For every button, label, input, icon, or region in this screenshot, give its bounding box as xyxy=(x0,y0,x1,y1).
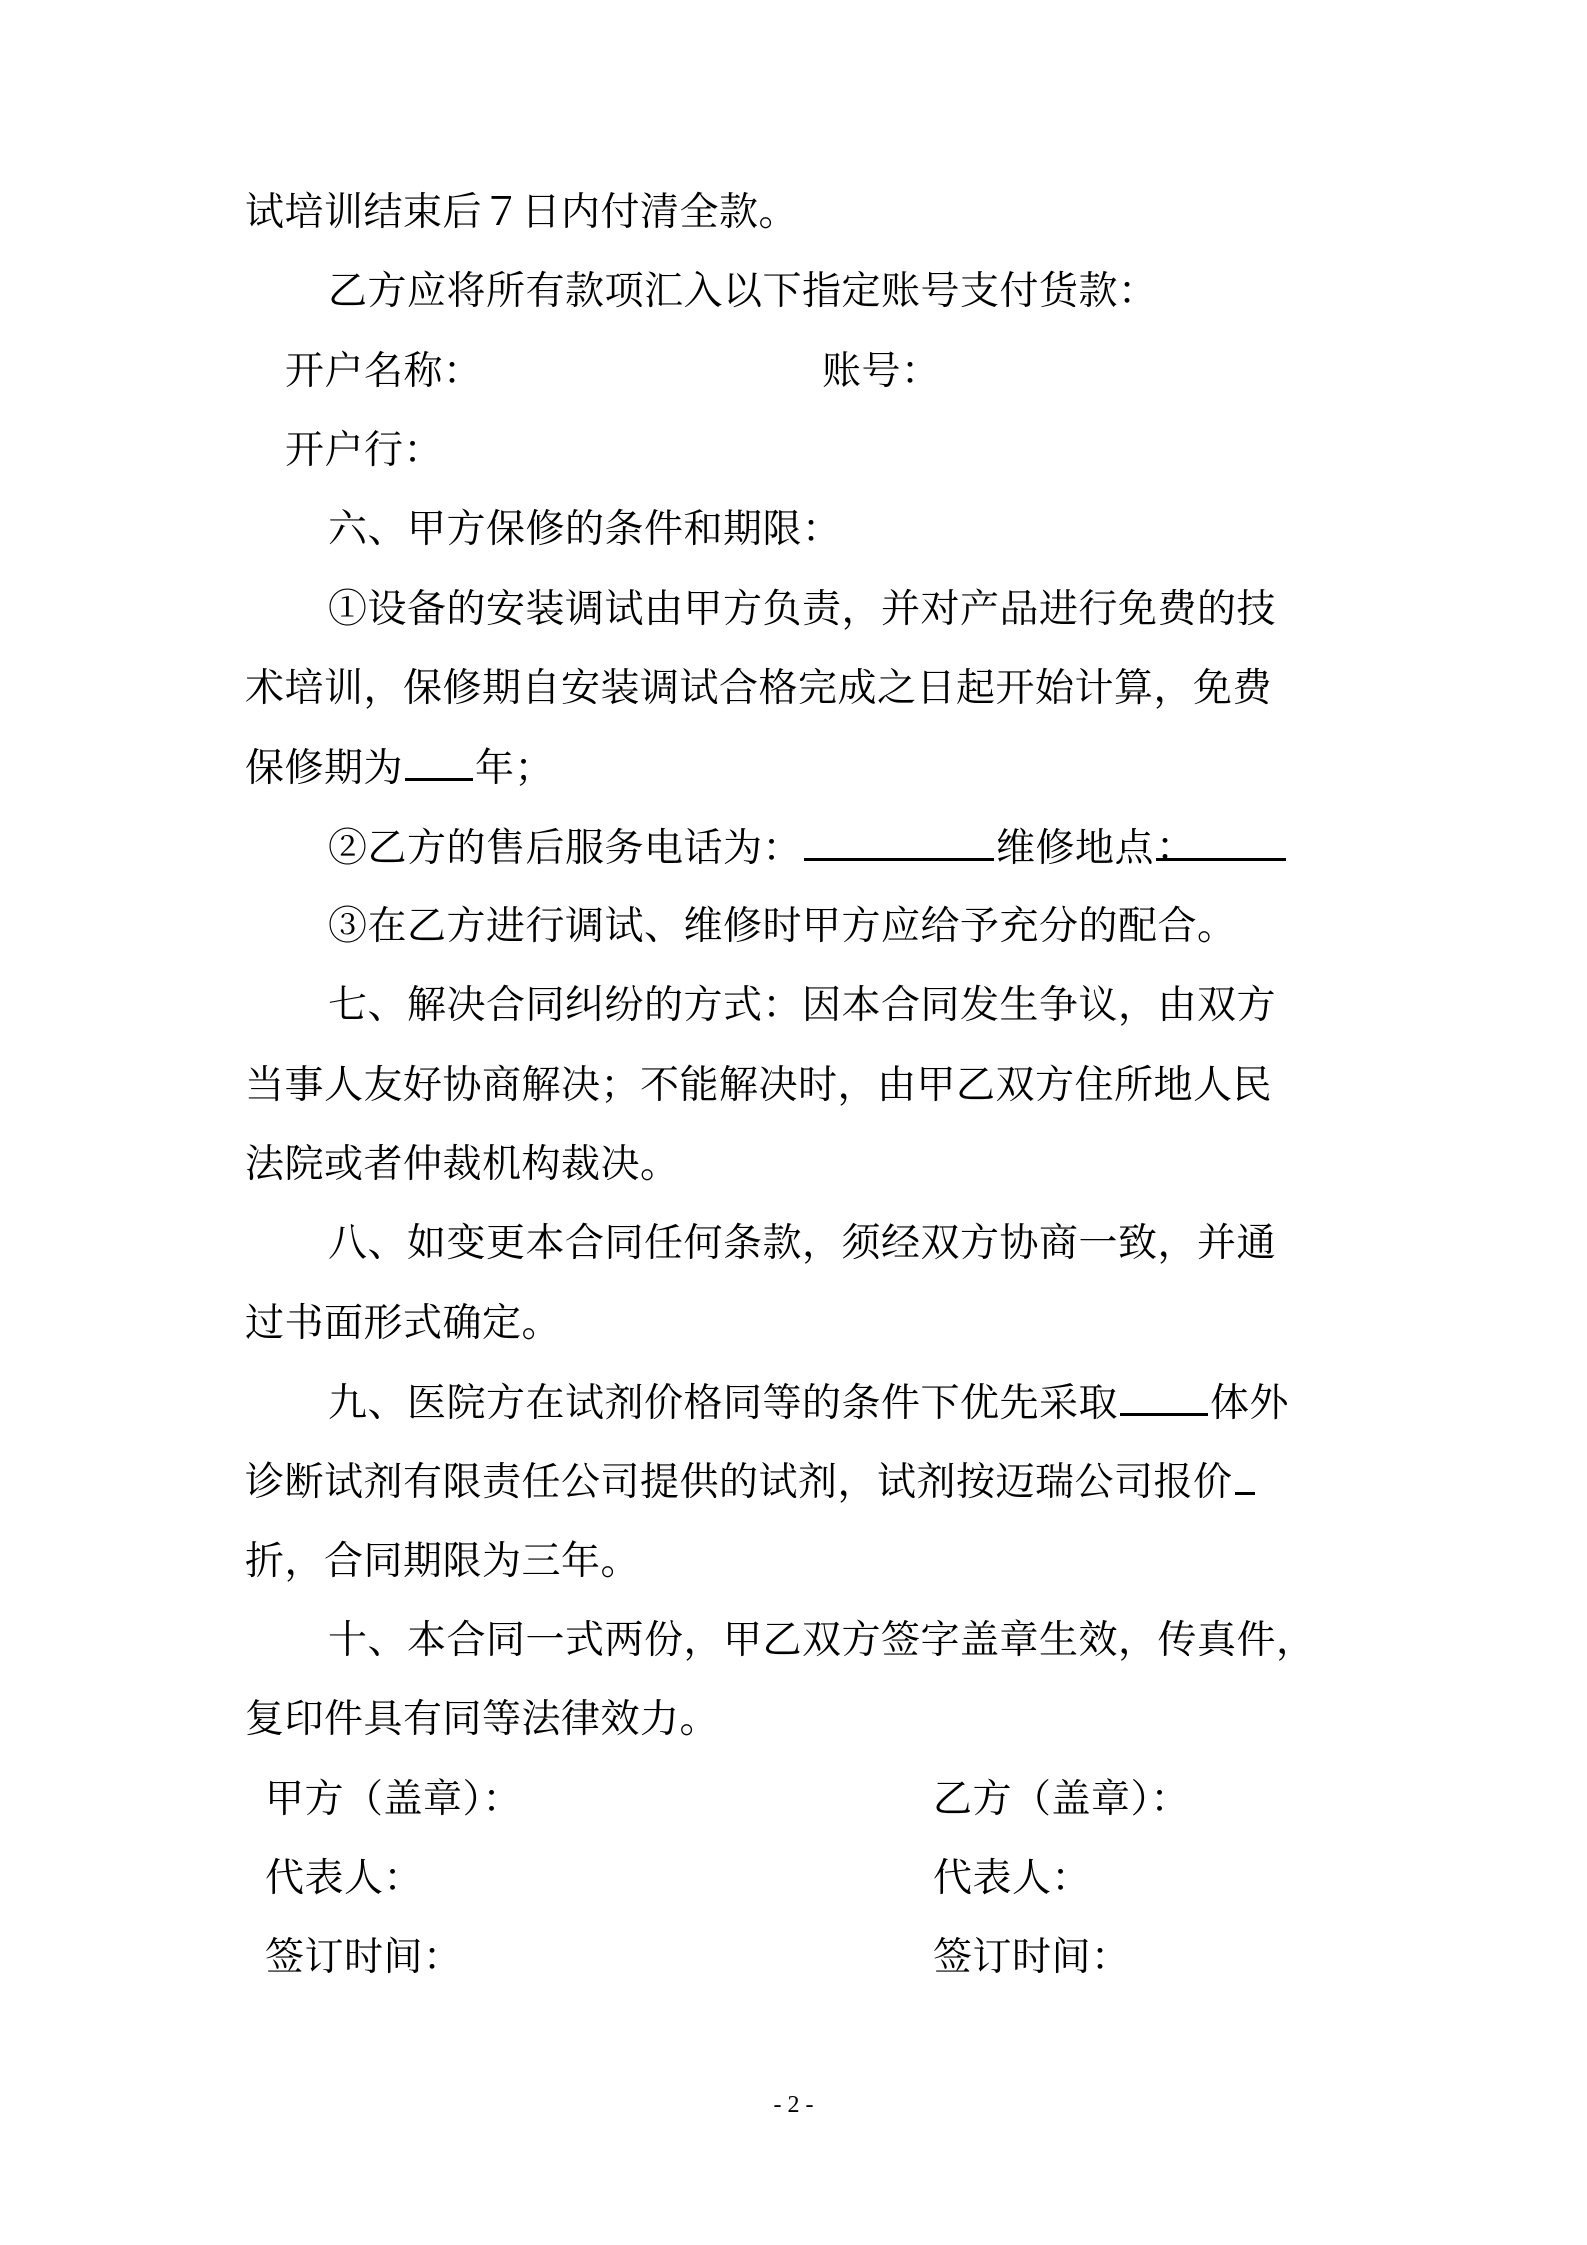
bank-label: 开户行： xyxy=(285,428,444,473)
paragraph-line: ①设备的安装调试由甲方负责，并对产品进行免费的技 xyxy=(328,587,1277,632)
paragraph-line xyxy=(328,262,1158,322)
paragraph-line: 折，合同期限为三年。 xyxy=(245,1539,641,1584)
paragraph-line: ③在乙方进行调试、维修时甲方应给予充分的配合。 xyxy=(328,904,1237,949)
text: 试培训结束后７日内付清全款。 xyxy=(245,190,799,235)
account-name-label: 开户名称： xyxy=(285,349,483,394)
paragraph-line: 诊断试剂有限责任公司提供的试剂，试剂按迈瑞公司报价 xyxy=(245,1452,1257,1513)
paragraph-line: 保修期为 年； xyxy=(245,738,554,799)
party-b-rep-label: 代表人： xyxy=(933,1856,1092,1901)
section-heading: 七、解决合同纠纷的方式：因本合同发生争议，由双方 xyxy=(328,983,1277,1028)
paragraph-line: 当事人友好协商解决；不能解决时，由甲乙双方住所地人民 xyxy=(245,1063,1273,1108)
party-a-rep-label: 代表人： xyxy=(265,1856,424,1901)
party-b-date-label: 签订时间： xyxy=(933,1935,1131,1980)
page-number: - 2 - xyxy=(773,2092,814,2118)
section-heading: 十、本合同一式两份，甲乙双方签字盖章生效，传真件， xyxy=(328,1618,1316,1663)
party-a-date-label: 签订时间： xyxy=(265,1935,463,1980)
paragraph-line: 术培训，保修期自安装调试合格完成之日起开始计算，免费 xyxy=(245,666,1273,711)
section-heading: 六、甲方保修的条件和期限： xyxy=(328,507,842,552)
discount-blank xyxy=(1235,1452,1255,1495)
repair-location-blank: ： xyxy=(1156,818,1286,861)
text: 乙方应将所有款项汇入以下指定账号支付货款： xyxy=(328,269,1158,314)
party-b-seal-label: 乙方（盖章）： xyxy=(933,1777,1191,1822)
supplier-name-blank xyxy=(1120,1373,1208,1416)
paragraph-line: 法院或者仲裁机构裁决。 xyxy=(245,1142,680,1187)
paragraph-line: 过书面形式确定。 xyxy=(245,1301,562,1346)
party-a-seal-label: 甲方（盖章）： xyxy=(265,1777,523,1822)
paragraph-line: ②乙方的售后服务电话为： 维修地点 ： xyxy=(328,818,1288,879)
warranty-years-blank xyxy=(405,738,473,781)
section-heading: 九、医院方在试剂价格同等的条件下优先采取 体外 xyxy=(328,1373,1289,1434)
section-heading: 八、如变更本合同任何条款，须经双方协商一致，并通 xyxy=(328,1221,1277,1266)
paragraph-line xyxy=(245,183,798,243)
service-phone-blank xyxy=(804,818,994,861)
account-number-label: 账号： xyxy=(822,349,941,394)
paragraph-line: 复印件具有同等法律效力。 xyxy=(245,1697,720,1742)
